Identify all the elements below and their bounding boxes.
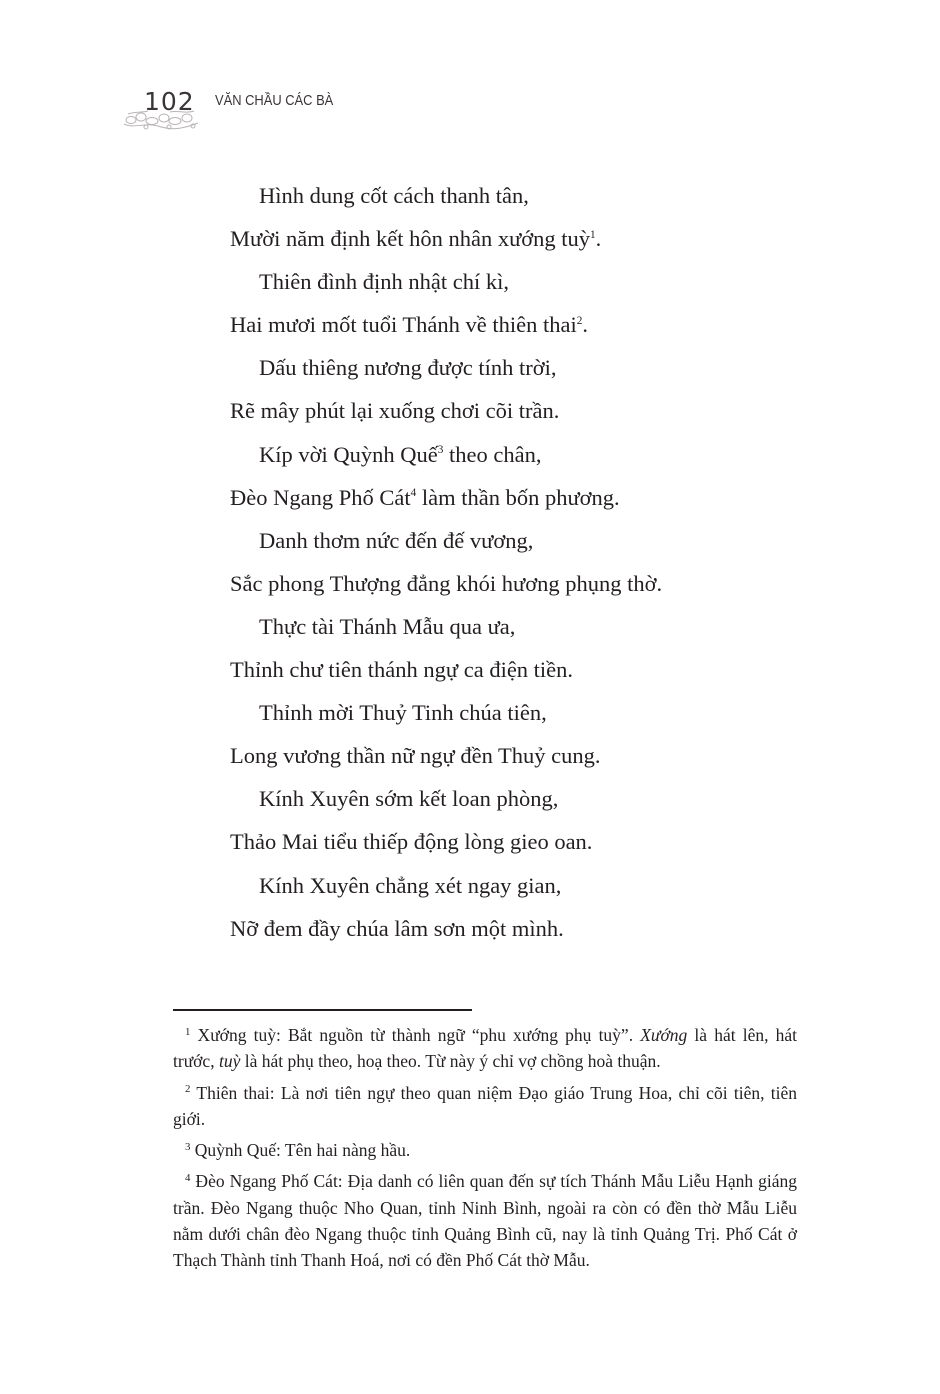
verse-line: Kíp vời Quỳnh Quế$^3$ theo chân, bbox=[259, 441, 542, 467]
verse-line: Thực tài Thánh Mẫu qua ưa, bbox=[259, 613, 516, 639]
verse-line: Thỉnh mời Thuỷ Tinh chúa tiên, bbox=[259, 700, 547, 726]
verse-line: Nỡ đem đầy chúa lâm sơn một mình. bbox=[230, 915, 564, 941]
footnote-divider bbox=[173, 1009, 472, 1011]
verse-line: Đèo Ngang Phố Cát$^4$ làm thần bốn phương. bbox=[230, 484, 620, 510]
running-head bbox=[122, 86, 382, 136]
verse-line: Dấu thiêng nương được tính trời, bbox=[259, 355, 557, 381]
footnote-4: $^4$ Đèo Ngang Phố Cát: Địa danh có liên quan đến sự tích Thánh Mẫu Liễu Hạnh giáng trần. Đèo Ngang thuộc Nho Quan, tỉnh Ninh Bình, ngoài ra còn có đền thờ Mẫu Liễu nằm dưới chân đèo Ngang thuộc tỉnh Quảng Bình cũ, nay là tỉnh Quảng Trị. Phố Cát ở Thạch Thành tỉnh Thanh Hoá, nơi có đền Phố Cát thờ Mẫu. bbox=[173, 1171, 797, 1271]
page-number: 102 bbox=[144, 87, 195, 116]
verse-line: Danh thơm nức đến đế vương, bbox=[259, 527, 534, 553]
footnote-2: $^2$ Thiên thai: Là nơi tiên ngự theo quan niệm Đạo giáo Trung Hoa, chỉ cõi tiên, tiên giới. bbox=[173, 1082, 797, 1129]
verse-line: Thảo Mai tiểu thiếp động lòng gieo oan. bbox=[230, 829, 593, 855]
poem bbox=[230, 174, 830, 950]
verse-line: Rẽ mây phút lại xuống chơi cõi trần. bbox=[230, 398, 560, 424]
verse-line: Sắc phong Thượng đẳng khói hương phụng thờ. bbox=[230, 570, 663, 596]
verse-line: Hai mươi mốt tuổi Thánh về thiên thai$^2$. bbox=[230, 312, 589, 338]
footnote-ref: 1 bbox=[590, 228, 596, 241]
verse-line: Kính Xuyên chẳng xét ngay gian, bbox=[259, 872, 562, 898]
verse-line: Thỉnh chư tiên thánh ngự ca điện tiền. bbox=[230, 657, 574, 683]
verse-line: Mười năm định kết hôn nhân xướng tuỳ$^1$. bbox=[230, 226, 602, 252]
verse-line: Kính Xuyên sớm kết loan phòng, bbox=[259, 786, 559, 812]
verse-line: Long vương thần nữ ngự đền Thuỷ cung. bbox=[230, 743, 601, 769]
footnote-3: $^3$ Quỳnh Quế: Tên hai nàng hầu. bbox=[185, 1140, 411, 1161]
footnote-1: $^1$ Xướng tuỳ: Bắt nguồn từ thành ngữ “phu xướng phụ tuỳ”. Xướng là hát lên, hát trước, tuỳ là hát phụ theo, hoạ theo. Từ này ý chỉ vợ chồng hoà thuận. bbox=[173, 1025, 797, 1072]
verse-line: Hình dung cốt cách thanh tân, bbox=[259, 183, 529, 208]
footnote-ref: 2 bbox=[576, 314, 583, 327]
footnote-ref: 3 bbox=[437, 444, 444, 457]
footnotes bbox=[173, 1022, 797, 1279]
verse-line: Thiên đình định nhật chí kì, bbox=[259, 269, 509, 295]
running-title: VĂN CHẦU CÁC BÀ bbox=[215, 92, 334, 109]
footnote-ref: 4 bbox=[410, 487, 417, 500]
